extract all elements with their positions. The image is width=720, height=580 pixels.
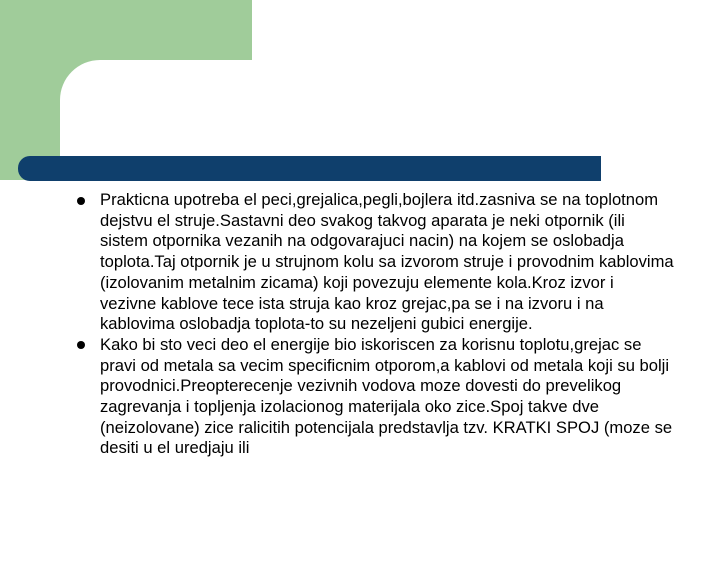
bullet-item <box>74 335 674 459</box>
disc-bullet-icon <box>77 341 85 349</box>
bullet-text: Prakticna upotreba el peci,grejalica,pegli,bojlera itd.zasniva se na toplotnom dejstvu el struje.Sastavni deo svakog takvog aparata je neki otpornik (ili sistem otpornika vezanih na odgovarajuci nacin) na kojem se oslobadja toplota.Taj otpornik je u strujnom kolu sa izvorom struje i provodnim kablovima (izolovanim metalnim zicama) koji povezuju elemente kola.Kroz izvor i vezivne kablove tece ista struja kao kroz grejac,pa se i na izvoru i na kablovima oslobadja toplota-to su nezeljeni gubici energije. <box>100 190 674 334</box>
disc-bullet-icon <box>77 197 85 205</box>
bullet-text: Kako bi sto veci deo el energije bio iskoriscen za korisnu toplotu,grejac se pravi od metala sa vecim specificnim otporom,a kablovi od metala koji su bolji provodnici.Preopterecenje vezivnih vodova moze dovesti do prevelikog zagrevanja i topljenja izolacionog materijala oko zice.Spoj takve dve (neizolovane) zice ralicitih potencijala predstavlja tzv. KRATKI SPOJ (moze se desiti u el uredjaju ili <box>100 334 673 458</box>
bullet-item <box>74 190 674 335</box>
decorative-white-strip <box>0 180 60 580</box>
slide-title-bar <box>18 156 601 181</box>
bullet-list <box>74 190 674 459</box>
